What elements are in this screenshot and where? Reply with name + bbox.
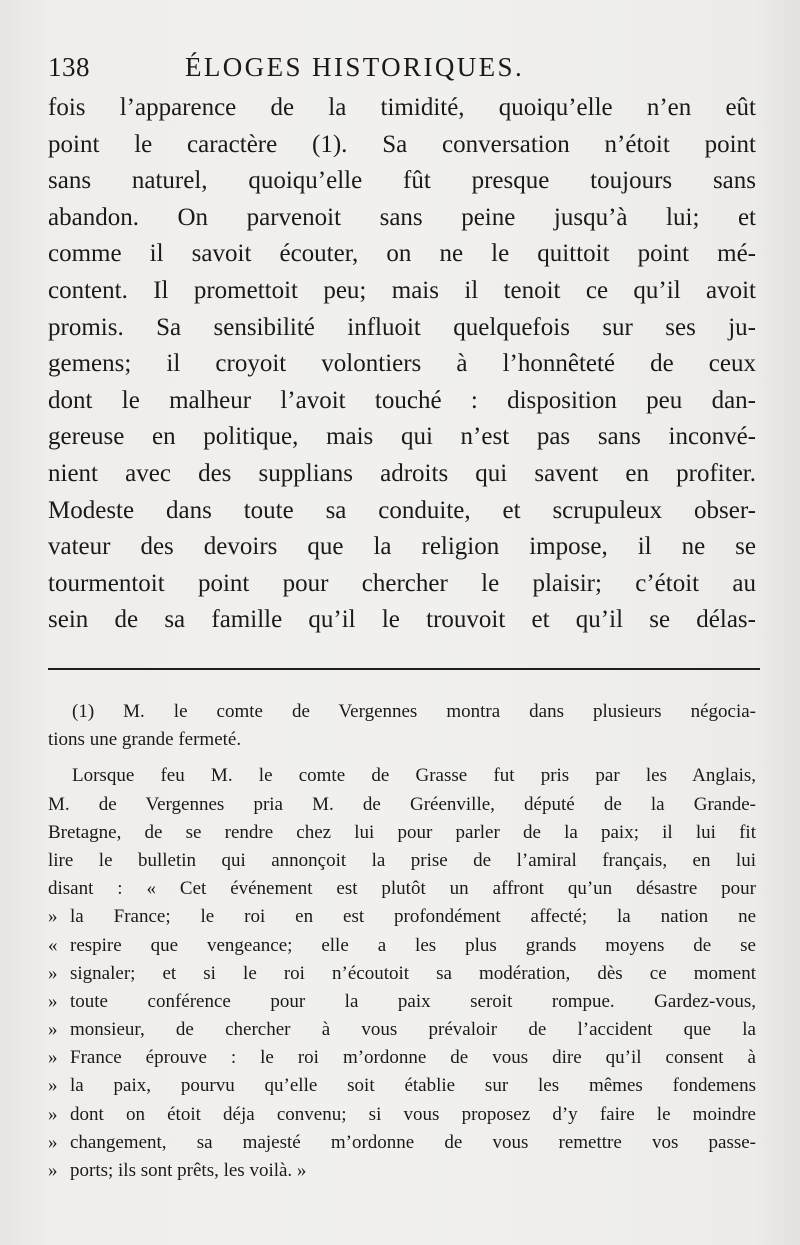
text-line: comme il savoit écouter, on ne le quittoit point mé-	[48, 240, 756, 268]
quote-mark: »	[48, 1160, 58, 1181]
text-line: gereuse en politique, mais qui n’est pas sans inconvé-	[48, 423, 756, 451]
footnote-line: Bretagne, de se rendre chez lui pour parler de la paix; il lui fit	[48, 821, 756, 843]
main-text-block	[48, 90, 756, 639]
quoted-text: signaler; et si le roi n’écoutoit sa modération, dès ce moment	[70, 962, 756, 984]
footnote-line: disant : « Cet événement est plutôt un affront qu’un désastre pour	[48, 878, 756, 900]
page-header	[48, 52, 760, 92]
quoted-text: monsieur, de chercher à vous prévaloir de l’accident que la	[70, 1019, 756, 1041]
footnote-line: lire le bulletin qui annonçoit la prise de l’amiral français, en lui	[48, 849, 756, 871]
footnote-line: Lorsque feu M. le comte de Grasse fut pris par les Anglais,	[72, 765, 756, 787]
text-line: Modeste dans toute sa conduite, et scrupuleux obser-	[48, 496, 756, 524]
quoted-text: changement, sa majesté m’ordonne de vous remettre vos passe-	[70, 1131, 756, 1153]
quote-mark: »	[48, 1019, 58, 1041]
quoted-line	[48, 1072, 756, 1100]
quote-mark: »	[48, 962, 58, 984]
text-line: sein de sa famille qu’il le trouvoit et qu’il se délas-	[48, 606, 756, 634]
quote-mark: »	[48, 1075, 58, 1097]
text-line: abandon. On parvenoit sans peine jusqu’à lui; et	[48, 203, 756, 231]
quote-mark: »	[48, 1131, 58, 1153]
text-line: content. Il promettoit peu; mais il tenoit ce qu’il avoit	[48, 276, 756, 304]
quoted-text: la France; le roi en est profondément affecté; la nation ne	[70, 906, 756, 928]
quoted-text: toute conférence pour la paix seroit rompue. Gardez-vous,	[70, 990, 756, 1012]
footnote-line: (1) M. le comte de Vergennes montra dans plusieurs négocia-	[72, 701, 756, 722]
quoted-line	[48, 932, 756, 960]
quoted-line	[48, 988, 756, 1016]
quote-mark: »	[48, 906, 58, 928]
quoted-text: la paix, pourvu qu’elle soit établie sur les mêmes fondemens	[70, 1075, 756, 1097]
quoted-text: ports; ils sont prêts, les voilà. »	[70, 1160, 307, 1181]
quoted-text: France éprouve : le roi m’ordonne de vous dire qu’il consent à	[70, 1047, 756, 1069]
quoted-line	[48, 1129, 756, 1157]
footnote-line: tions une grande fermeté.	[48, 729, 242, 751]
quoted-line	[48, 1016, 756, 1044]
quoted-text: dont on étoit déja convenu; si vous proposez d’y faire le moindre	[70, 1103, 756, 1125]
page-number: 138	[48, 52, 90, 82]
quoted-text: respire que vengeance; elle a les plus grands moyens de se	[70, 934, 756, 956]
running-title: ÉLOGES HISTORIQUES.	[185, 52, 525, 82]
text-line: nient avec des supplians adroits qui savent en profiter.	[48, 459, 756, 487]
text-line: dont le malheur l’avoit touché : disposition peu dan-	[48, 386, 756, 414]
text-line: promis. Sa sensibilité influoit quelquefois sur ses ju-	[48, 313, 756, 341]
quoted-line	[48, 1101, 756, 1129]
quoted-line	[48, 960, 756, 988]
quote-mark: «	[48, 934, 58, 956]
quote-mark: »	[48, 1047, 58, 1069]
quote-mark: »	[48, 1103, 58, 1125]
text-line: tourmentoit point pour chercher le plaisir; c’étoit au	[48, 569, 756, 597]
footnote-block	[48, 698, 756, 1185]
footnote-rule	[48, 668, 760, 670]
quoted-line	[48, 1157, 756, 1185]
text-line: fois l’apparence de la timidité, quoiqu’elle n’en eût	[48, 94, 756, 121]
quoted-line	[48, 903, 756, 931]
text-line: gemens; il croyoit volontiers à l’honnêteté de ceux	[48, 350, 756, 378]
quote-mark: »	[48, 990, 58, 1012]
text-line: sans naturel, quoiqu’elle fût presque toujours sans	[48, 167, 756, 195]
text-line: vateur des devoirs que la religion impose, il ne se	[48, 533, 756, 561]
quoted-line	[48, 1044, 756, 1072]
text-line: point le caractère (1). Sa conversation n’étoit point	[48, 130, 756, 158]
footnote-line: M. de Vergennes pria M. de Gréenville, député de la Grande-	[48, 793, 756, 815]
